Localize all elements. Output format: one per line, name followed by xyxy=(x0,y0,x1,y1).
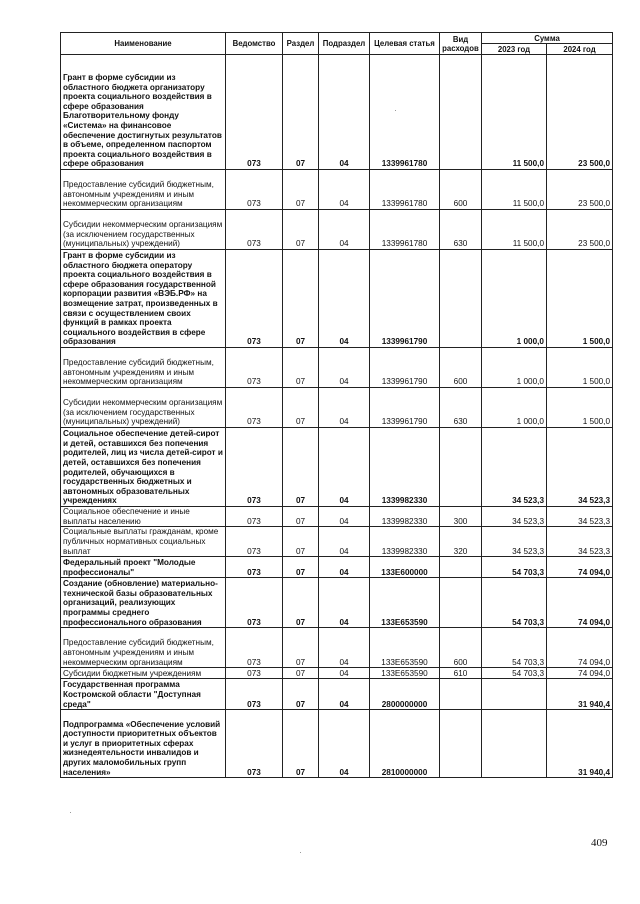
row-section: 07 xyxy=(283,710,319,778)
row-target-article: 1339961790 xyxy=(370,250,440,348)
row-subsection: 04 xyxy=(319,679,370,710)
header-target-article: Целевая статья xyxy=(370,33,440,55)
budget-table xyxy=(60,32,613,778)
row-subsection: 04 xyxy=(319,507,370,527)
row-sum-2023: 54 703,3 xyxy=(482,557,547,578)
row-department: 073 xyxy=(226,628,283,668)
row-subsection: 04 xyxy=(319,527,370,557)
row-name: Предоставление субсидий бюджетным, автономным учреждениям и иным некоммерческим организациям xyxy=(61,628,226,668)
table-row xyxy=(61,250,613,348)
row-expense-type: 600 xyxy=(440,628,482,668)
row-target-article: 2800000000 xyxy=(370,679,440,710)
row-section: 07 xyxy=(283,348,319,388)
scan-speck xyxy=(300,852,301,853)
row-name: Субсидии бюджетным учреждениям xyxy=(61,668,226,679)
row-name: Социальное обеспечение детей-сирот и детей, оставшихся без попечения родителей, лиц из числа детей-сирот и детей, оставшихся без попечения родителей, обучающихся в государственных бюджетных и автономных образовательных учреждениях xyxy=(61,428,226,507)
row-target-article: 1339982330 xyxy=(370,428,440,507)
row-section: 07 xyxy=(283,679,319,710)
scan-speck xyxy=(395,110,396,111)
row-name: Предоставление субсидий бюджетным, автономным учреждениям и иным некоммерческим организациям xyxy=(61,170,226,210)
row-subsection: 04 xyxy=(319,428,370,507)
row-target-article: 1339982330 xyxy=(370,527,440,557)
row-target-article: 133Е653590 xyxy=(370,578,440,628)
header-department: Ведомство xyxy=(226,33,283,55)
row-name: Грант в форме субсидии из областного бюджета организатору проекта социального воздействия в сфере образования Благотворительному фонду «Система» на финансовое обеспечение достигнутых результатов в объеме, определенном паспортом проекта социального воздействия в сфере образования xyxy=(61,55,226,170)
table-row xyxy=(61,210,613,250)
row-subsection: 04 xyxy=(319,578,370,628)
row-sum-2024: 1 500,0 xyxy=(547,348,613,388)
row-sum-2024: 74 094,0 xyxy=(547,557,613,578)
table-row xyxy=(61,628,613,668)
row-expense-type xyxy=(440,250,482,348)
row-expense-type: 300 xyxy=(440,507,482,527)
row-sum-2024: 1 500,0 xyxy=(547,388,613,428)
row-sum-2023: 54 703,3 xyxy=(482,578,547,628)
row-target-article: 2810000000 xyxy=(370,710,440,778)
row-sum-2024: 74 094,0 xyxy=(547,578,613,628)
row-sum-2024: 34 523,3 xyxy=(547,428,613,507)
row-expense-type xyxy=(440,557,482,578)
row-section: 07 xyxy=(283,428,319,507)
header-name: Наименование xyxy=(61,33,226,55)
row-section: 07 xyxy=(283,388,319,428)
table-row xyxy=(61,348,613,388)
row-subsection: 04 xyxy=(319,668,370,679)
table-row xyxy=(61,578,613,628)
row-sum-2024: 1 500,0 xyxy=(547,250,613,348)
header-year-2024: 2024 год xyxy=(547,44,613,55)
row-sum-2024: 31 940,4 xyxy=(547,710,613,778)
row-department: 073 xyxy=(226,578,283,628)
row-target-article: 1339961790 xyxy=(370,348,440,388)
header-section: Раздел xyxy=(283,33,319,55)
table-row xyxy=(61,679,613,710)
table-row xyxy=(61,527,613,557)
row-section: 07 xyxy=(283,628,319,668)
row-target-article: 1339982330 xyxy=(370,507,440,527)
row-name: Подпрограмма «Обеспечение условий доступности приоритетных объектов и услуг в приоритетных сферах жизнедеятельности инвалидов и других маломобильных групп населения» xyxy=(61,710,226,778)
page-number: 409 xyxy=(591,837,608,849)
header-sum: Сумма xyxy=(482,33,613,44)
row-section: 07 xyxy=(283,668,319,679)
row-subsection: 04 xyxy=(319,348,370,388)
row-sum-2024: 74 094,0 xyxy=(547,668,613,679)
row-section: 07 xyxy=(283,507,319,527)
row-target-article: 133Е653590 xyxy=(370,628,440,668)
row-target-article: 1339961790 xyxy=(370,388,440,428)
table-row xyxy=(61,557,613,578)
row-target-article: 133Е653590 xyxy=(370,668,440,679)
row-department: 073 xyxy=(226,557,283,578)
row-sum-2024: 23 500,0 xyxy=(547,55,613,170)
row-target-article: 1339961780 xyxy=(370,55,440,170)
row-department: 073 xyxy=(226,507,283,527)
row-department: 073 xyxy=(226,55,283,170)
header-subsection: Подраздел xyxy=(319,33,370,55)
budget-table-container xyxy=(60,32,612,778)
row-sum-2024: 74 094,0 xyxy=(547,628,613,668)
table-row xyxy=(61,507,613,527)
row-name: Создание (обновление) материально-технической базы образовательных организаций, реализующих программы среднего профессионального образования xyxy=(61,578,226,628)
row-section: 07 xyxy=(283,55,319,170)
row-expense-type: 320 xyxy=(440,527,482,557)
row-expense-type: 600 xyxy=(440,348,482,388)
row-expense-type xyxy=(440,679,482,710)
row-name: Социальные выплаты гражданам, кроме публичных нормативных социальных выплат xyxy=(61,527,226,557)
row-subsection: 04 xyxy=(319,170,370,210)
row-department: 073 xyxy=(226,250,283,348)
table-row xyxy=(61,668,613,679)
row-sum-2023: 11 500,0 xyxy=(482,210,547,250)
table-row xyxy=(61,170,613,210)
scan-speck xyxy=(70,812,71,813)
row-sum-2024: 31 940,4 xyxy=(547,679,613,710)
row-subsection: 04 xyxy=(319,210,370,250)
row-name: Предоставление субсидий бюджетным, автономным учреждениям и иным некоммерческим организациям xyxy=(61,348,226,388)
row-subsection: 04 xyxy=(319,557,370,578)
row-sum-2023: 1 000,0 xyxy=(482,388,547,428)
header-year-2023: 2023 год xyxy=(482,44,547,55)
row-expense-type xyxy=(440,55,482,170)
row-section: 07 xyxy=(283,170,319,210)
row-target-article: 1339961780 xyxy=(370,210,440,250)
row-sum-2023: 11 500,0 xyxy=(482,170,547,210)
row-sum-2023: 34 523,3 xyxy=(482,428,547,507)
row-sum-2023: 1 000,0 xyxy=(482,250,547,348)
row-sum-2023: 1 000,0 xyxy=(482,348,547,388)
row-department: 073 xyxy=(226,348,283,388)
row-expense-type: 630 xyxy=(440,210,482,250)
row-name: Федеральный проект "Молодые профессионалы" xyxy=(61,557,226,578)
row-sum-2024: 23 500,0 xyxy=(547,210,613,250)
row-name: Субсидии некоммерческим организациям (за исключением государственных (муниципальных) учреждений) xyxy=(61,210,226,250)
row-name: Государственная программа Костромской области "Доступная среда" xyxy=(61,679,226,710)
row-department: 073 xyxy=(226,210,283,250)
row-section: 07 xyxy=(283,210,319,250)
row-subsection: 04 xyxy=(319,55,370,170)
row-subsection: 04 xyxy=(319,250,370,348)
row-expense-type: 600 xyxy=(440,170,482,210)
row-sum-2024: 34 523,3 xyxy=(547,527,613,557)
row-expense-type: 630 xyxy=(440,388,482,428)
row-expense-type xyxy=(440,710,482,778)
row-department: 073 xyxy=(226,668,283,679)
row-sum-2023 xyxy=(482,679,547,710)
row-department: 073 xyxy=(226,170,283,210)
row-sum-2023: 34 523,3 xyxy=(482,527,547,557)
row-department: 073 xyxy=(226,679,283,710)
row-expense-type xyxy=(440,428,482,507)
table-row xyxy=(61,388,613,428)
row-expense-type: 610 xyxy=(440,668,482,679)
row-section: 07 xyxy=(283,527,319,557)
table-row xyxy=(61,428,613,507)
table-header xyxy=(61,33,613,55)
row-department: 073 xyxy=(226,388,283,428)
row-sum-2023 xyxy=(482,710,547,778)
table-row xyxy=(61,710,613,778)
row-sum-2024: 23 500,0 xyxy=(547,170,613,210)
row-expense-type xyxy=(440,578,482,628)
row-section: 07 xyxy=(283,578,319,628)
row-sum-2023: 34 523,3 xyxy=(482,507,547,527)
row-sum-2023: 11 500,0 xyxy=(482,55,547,170)
header-expense-type: Вид расходов xyxy=(440,33,482,55)
row-subsection: 04 xyxy=(319,388,370,428)
row-name: Субсидии некоммерческим организациям (за исключением государственных (муниципальных) учреждений) xyxy=(61,388,226,428)
row-sum-2023: 54 703,3 xyxy=(482,668,547,679)
row-name: Социальное обеспечение и иные выплаты населению xyxy=(61,507,226,527)
row-name: Грант в форме субсидии из областного бюджета оператору проекта социального воздействия в сфере образования государственной корпорации развития «ВЭБ.РФ» на возмещение затрат, произведенных в связи с осуществлением своих функций в рамках проекта социального воздействия в сфере образования xyxy=(61,250,226,348)
row-department: 073 xyxy=(226,428,283,507)
row-section: 07 xyxy=(283,250,319,348)
table-body xyxy=(61,55,613,778)
row-subsection: 04 xyxy=(319,710,370,778)
row-department: 073 xyxy=(226,710,283,778)
row-target-article: 1339961780 xyxy=(370,170,440,210)
row-sum-2024: 34 523,3 xyxy=(547,507,613,527)
row-target-article: 133Е600000 xyxy=(370,557,440,578)
row-department: 073 xyxy=(226,527,283,557)
row-section: 07 xyxy=(283,557,319,578)
row-subsection: 04 xyxy=(319,628,370,668)
row-sum-2023: 54 703,3 xyxy=(482,628,547,668)
table-row xyxy=(61,55,613,170)
